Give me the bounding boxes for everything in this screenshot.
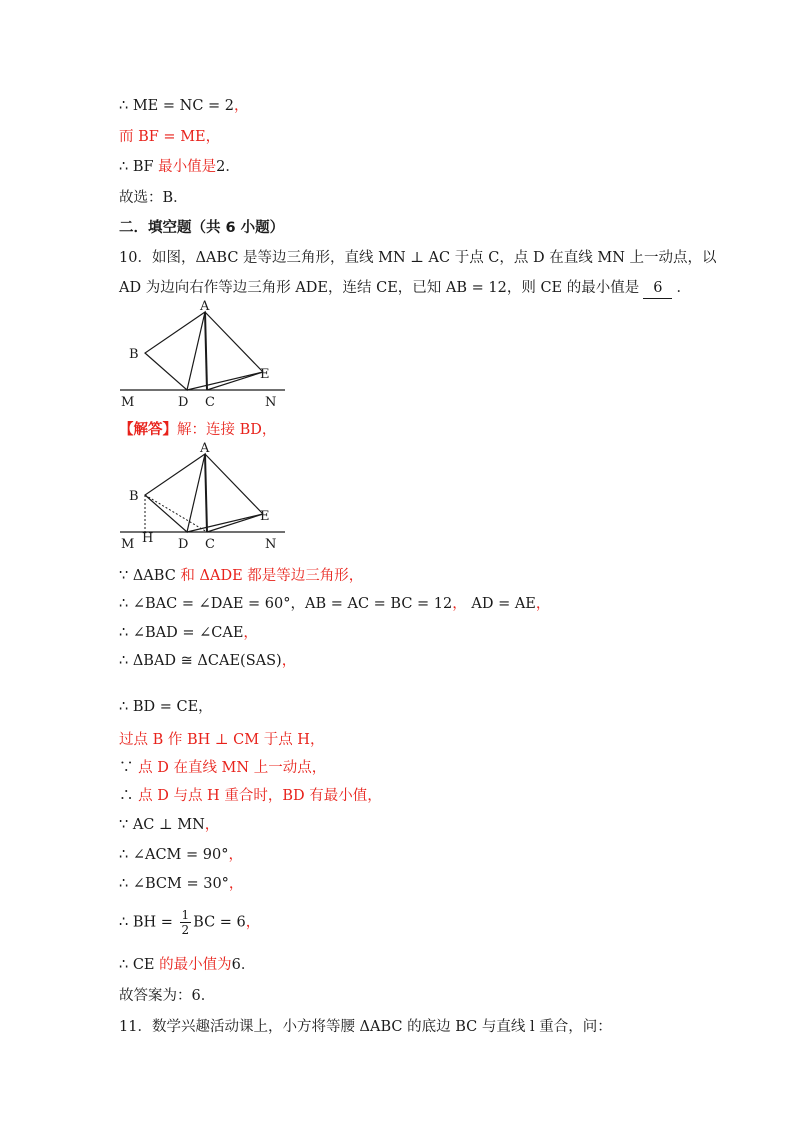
fig1-label-a: A [200,300,210,314]
step-9: ∵ AC ⊥ MN， [119,817,220,833]
answer-line: 故答案为：6． [119,988,216,1004]
fraction-one-half: $\frac{1}{2}$ [181,908,190,937]
fig2-label-m: M [121,537,135,552]
step-4: ∴ ΔBAD ≅ ΔCAE(SAS)， [119,653,297,669]
step-8: ∴ 点 D 与点 H 重合时，BD 有最小值， [119,788,382,804]
step-10: ∴ ∠ACM = 90°， [119,847,243,863]
step-5: ∴ BD = CE， [119,699,213,715]
figure-2 [115,442,290,552]
step-2: ∴ ∠BAC = ∠DAE = 60°，AB = AC = BC = 12， AD = AE， [119,596,551,612]
question-10-line2: AD 为边向右作等边三角形 ADE，连结 CE，已知 AB = 12，则 CE 的最小值是 6 ． [119,278,691,299]
section-heading: 二．填空题（共 6 小题） [119,220,285,236]
fig2-label-b: B [129,489,139,504]
step-1: ∵ ΔABC 和 ΔADE 都是等边三角形， [119,568,364,584]
line-me-nc: ∴ ME = NC = 2， [119,98,249,114]
figure-1 [115,300,290,410]
fig2-label-c: C [205,537,215,552]
fig1-label-e: E [260,367,270,382]
step-11: ∴ ∠BCM = 30°， [119,876,244,892]
line-choose-b: 故选：B． [119,190,188,206]
fig2-label-h: H [142,531,154,546]
step-7: ∵ 点 D 在直线 MN 上一动点， [119,760,327,776]
fig2-label-d: D [178,537,189,552]
fig2-label-n: N [265,537,277,552]
fig1-label-m: M [121,395,135,410]
step-6: 过点 B 作 BH ⊥ CM 于点 H， [119,732,325,748]
question-10-line1: 10．如图，ΔABC 是等边三角形，直线 MN ⊥ AC 于点 C，点 D 在直线 MN 上一动点，以 [119,250,717,266]
step-12: ∴ BH = $\frac{1}{2}$ BC = 6， [119,908,261,937]
fig2-label-e: E [260,509,270,524]
fig1-label-c: C [205,395,215,410]
line-bf-min: ∴ BF 最小值是2． [119,159,240,175]
fig1-label-b: B [129,347,139,362]
step-3: ∴ ∠BAD = ∠CAE， [119,625,258,641]
solution-header: 【解答】解：连接 BD， [119,422,277,438]
fig1-label-d: D [178,395,189,410]
fig1-label-n: N [265,395,277,410]
line-bf-me: 而 BF = ME， [119,129,221,145]
fig2-label-a: A [200,442,210,456]
step-13: ∴ CE 的最小值为6． [119,957,256,973]
question-11: 11．数学兴趣活动课上，小方将等腰 ΔABC 的底边 BC 与直线 l 重合，问： [119,1019,612,1035]
answer-blank: 6 [643,278,672,299]
